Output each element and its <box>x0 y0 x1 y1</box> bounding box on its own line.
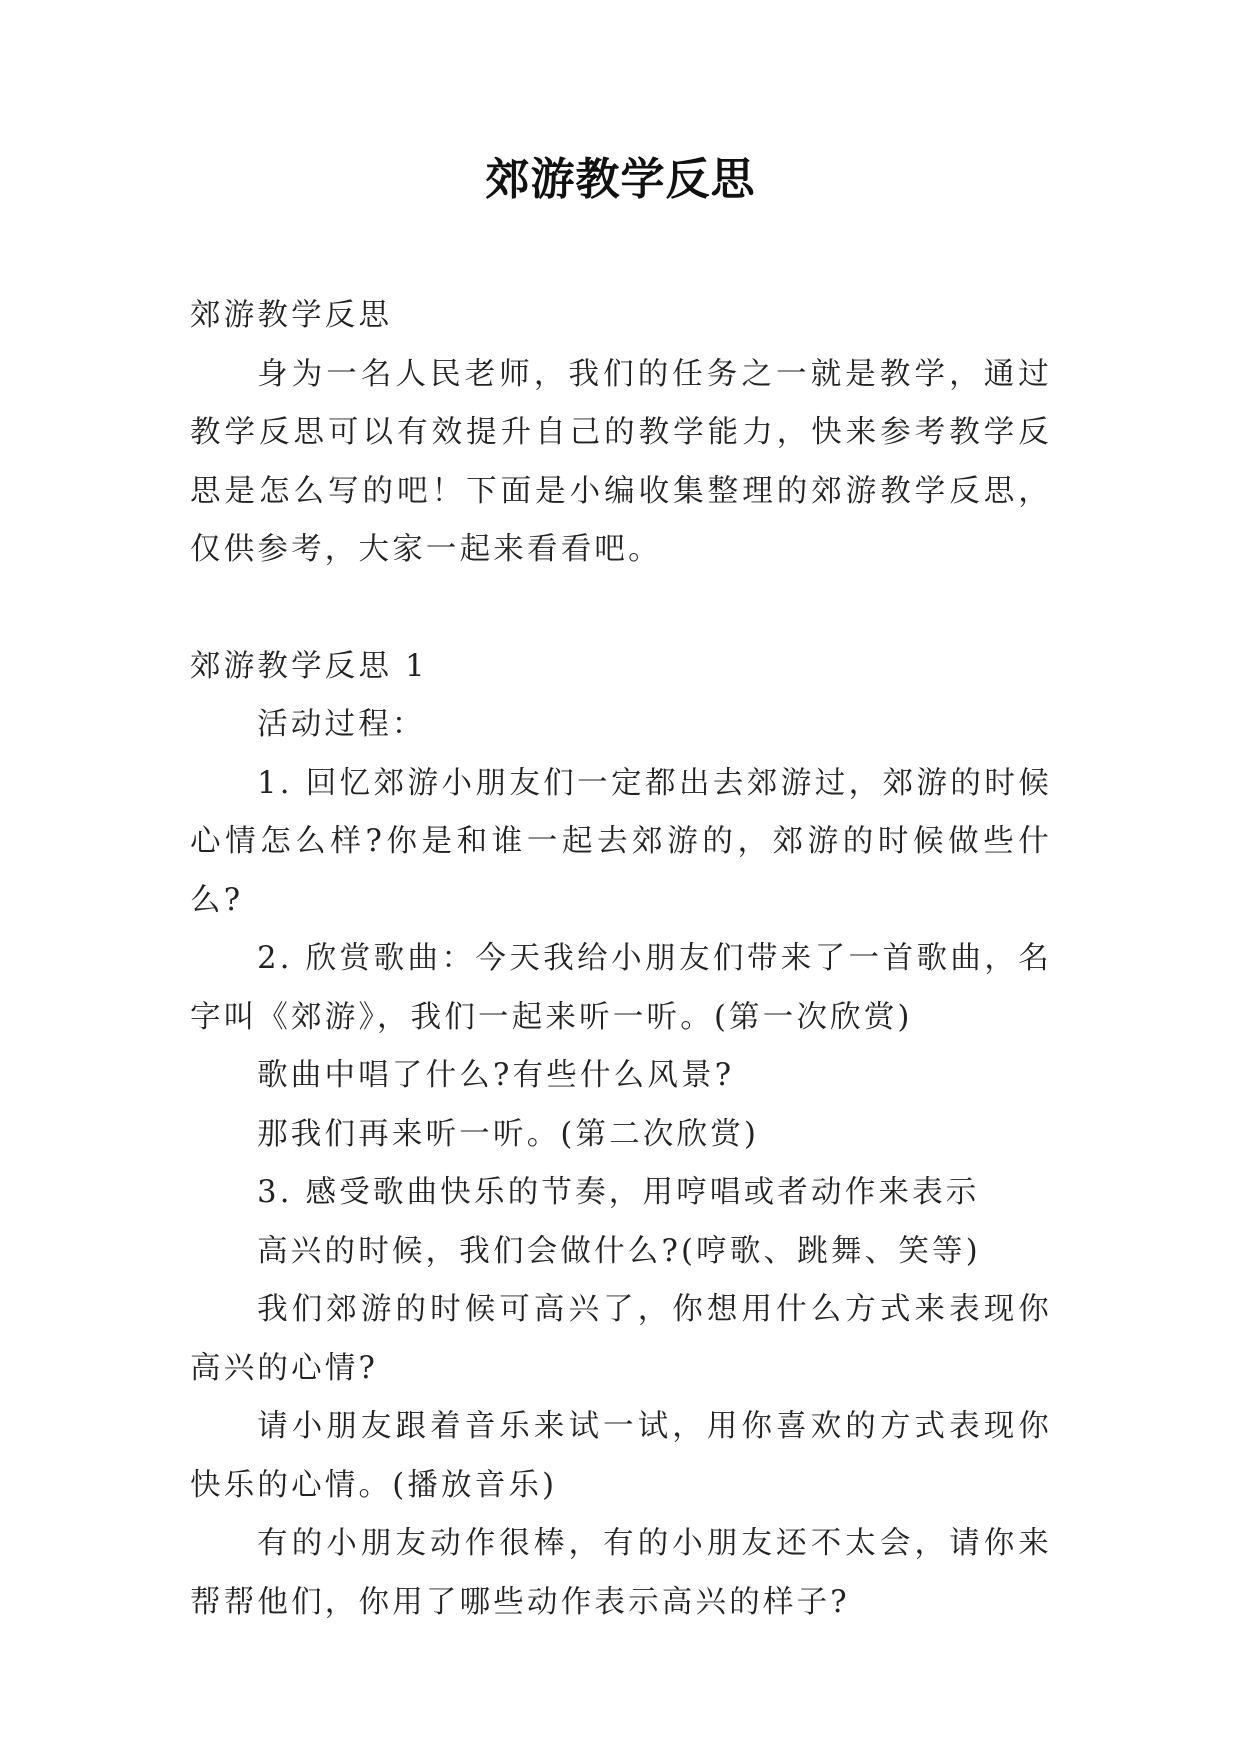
paragraph: 活动过程： <box>257 707 426 742</box>
section-heading: 郊游教学反思 1 <box>190 648 428 684</box>
paragraph: 歌曲中唱了什么?有些什么风景? <box>257 1058 735 1093</box>
paragraph: 高兴的时候，我们会做什么?(哼歌、跳舞、笑等) <box>257 1233 981 1269</box>
paragraph: 我们郊游的时候可高兴了，你想用什么方式来表现你高兴的心情? <box>190 1292 1052 1386</box>
paragraph: 2. 欣赏歌曲：今天我给小朋友们带来了一首歌曲，名字叫《郊游》，我们一起来听一听。(第一次欣赏) <box>190 941 1052 1035</box>
paragraph: 那我们再来听一听。(第二次欣赏) <box>257 1116 760 1152</box>
document-body <box>190 287 1052 1632</box>
document-title: 郊游教学反思 <box>485 154 756 205</box>
intro-paragraph: 身为一名人民老师，我们的任务之一就是教学，通过教学反思可以有效提升自己的教学能力，快来参考教学反思是怎么写的吧！下面是小编收集整理的郊游教学反思，仅供参考，大家一起来看看吧。 <box>190 356 1052 567</box>
intro-heading: 郊游教学反思 <box>190 298 393 333</box>
paragraph: 有的小朋友动作很棒，有的小朋友还不太会，请你来帮帮他们，你用了哪些动作表示高兴的样子? <box>190 1526 1052 1620</box>
paragraph: 3. 感受歌曲快乐的节奏，用哼唱或者动作来表示 <box>257 1175 980 1210</box>
paragraph: 1. 回忆郊游小朋友们一定都出去郊游过，郊游的时候心情怎么样?你是和谁一起去郊游的，郊游的时候做些什么? <box>190 765 1052 918</box>
paragraph: 请小朋友跟着音乐来试一试，用你喜欢的方式表现你快乐的心情。(播放音乐) <box>190 1409 1052 1503</box>
